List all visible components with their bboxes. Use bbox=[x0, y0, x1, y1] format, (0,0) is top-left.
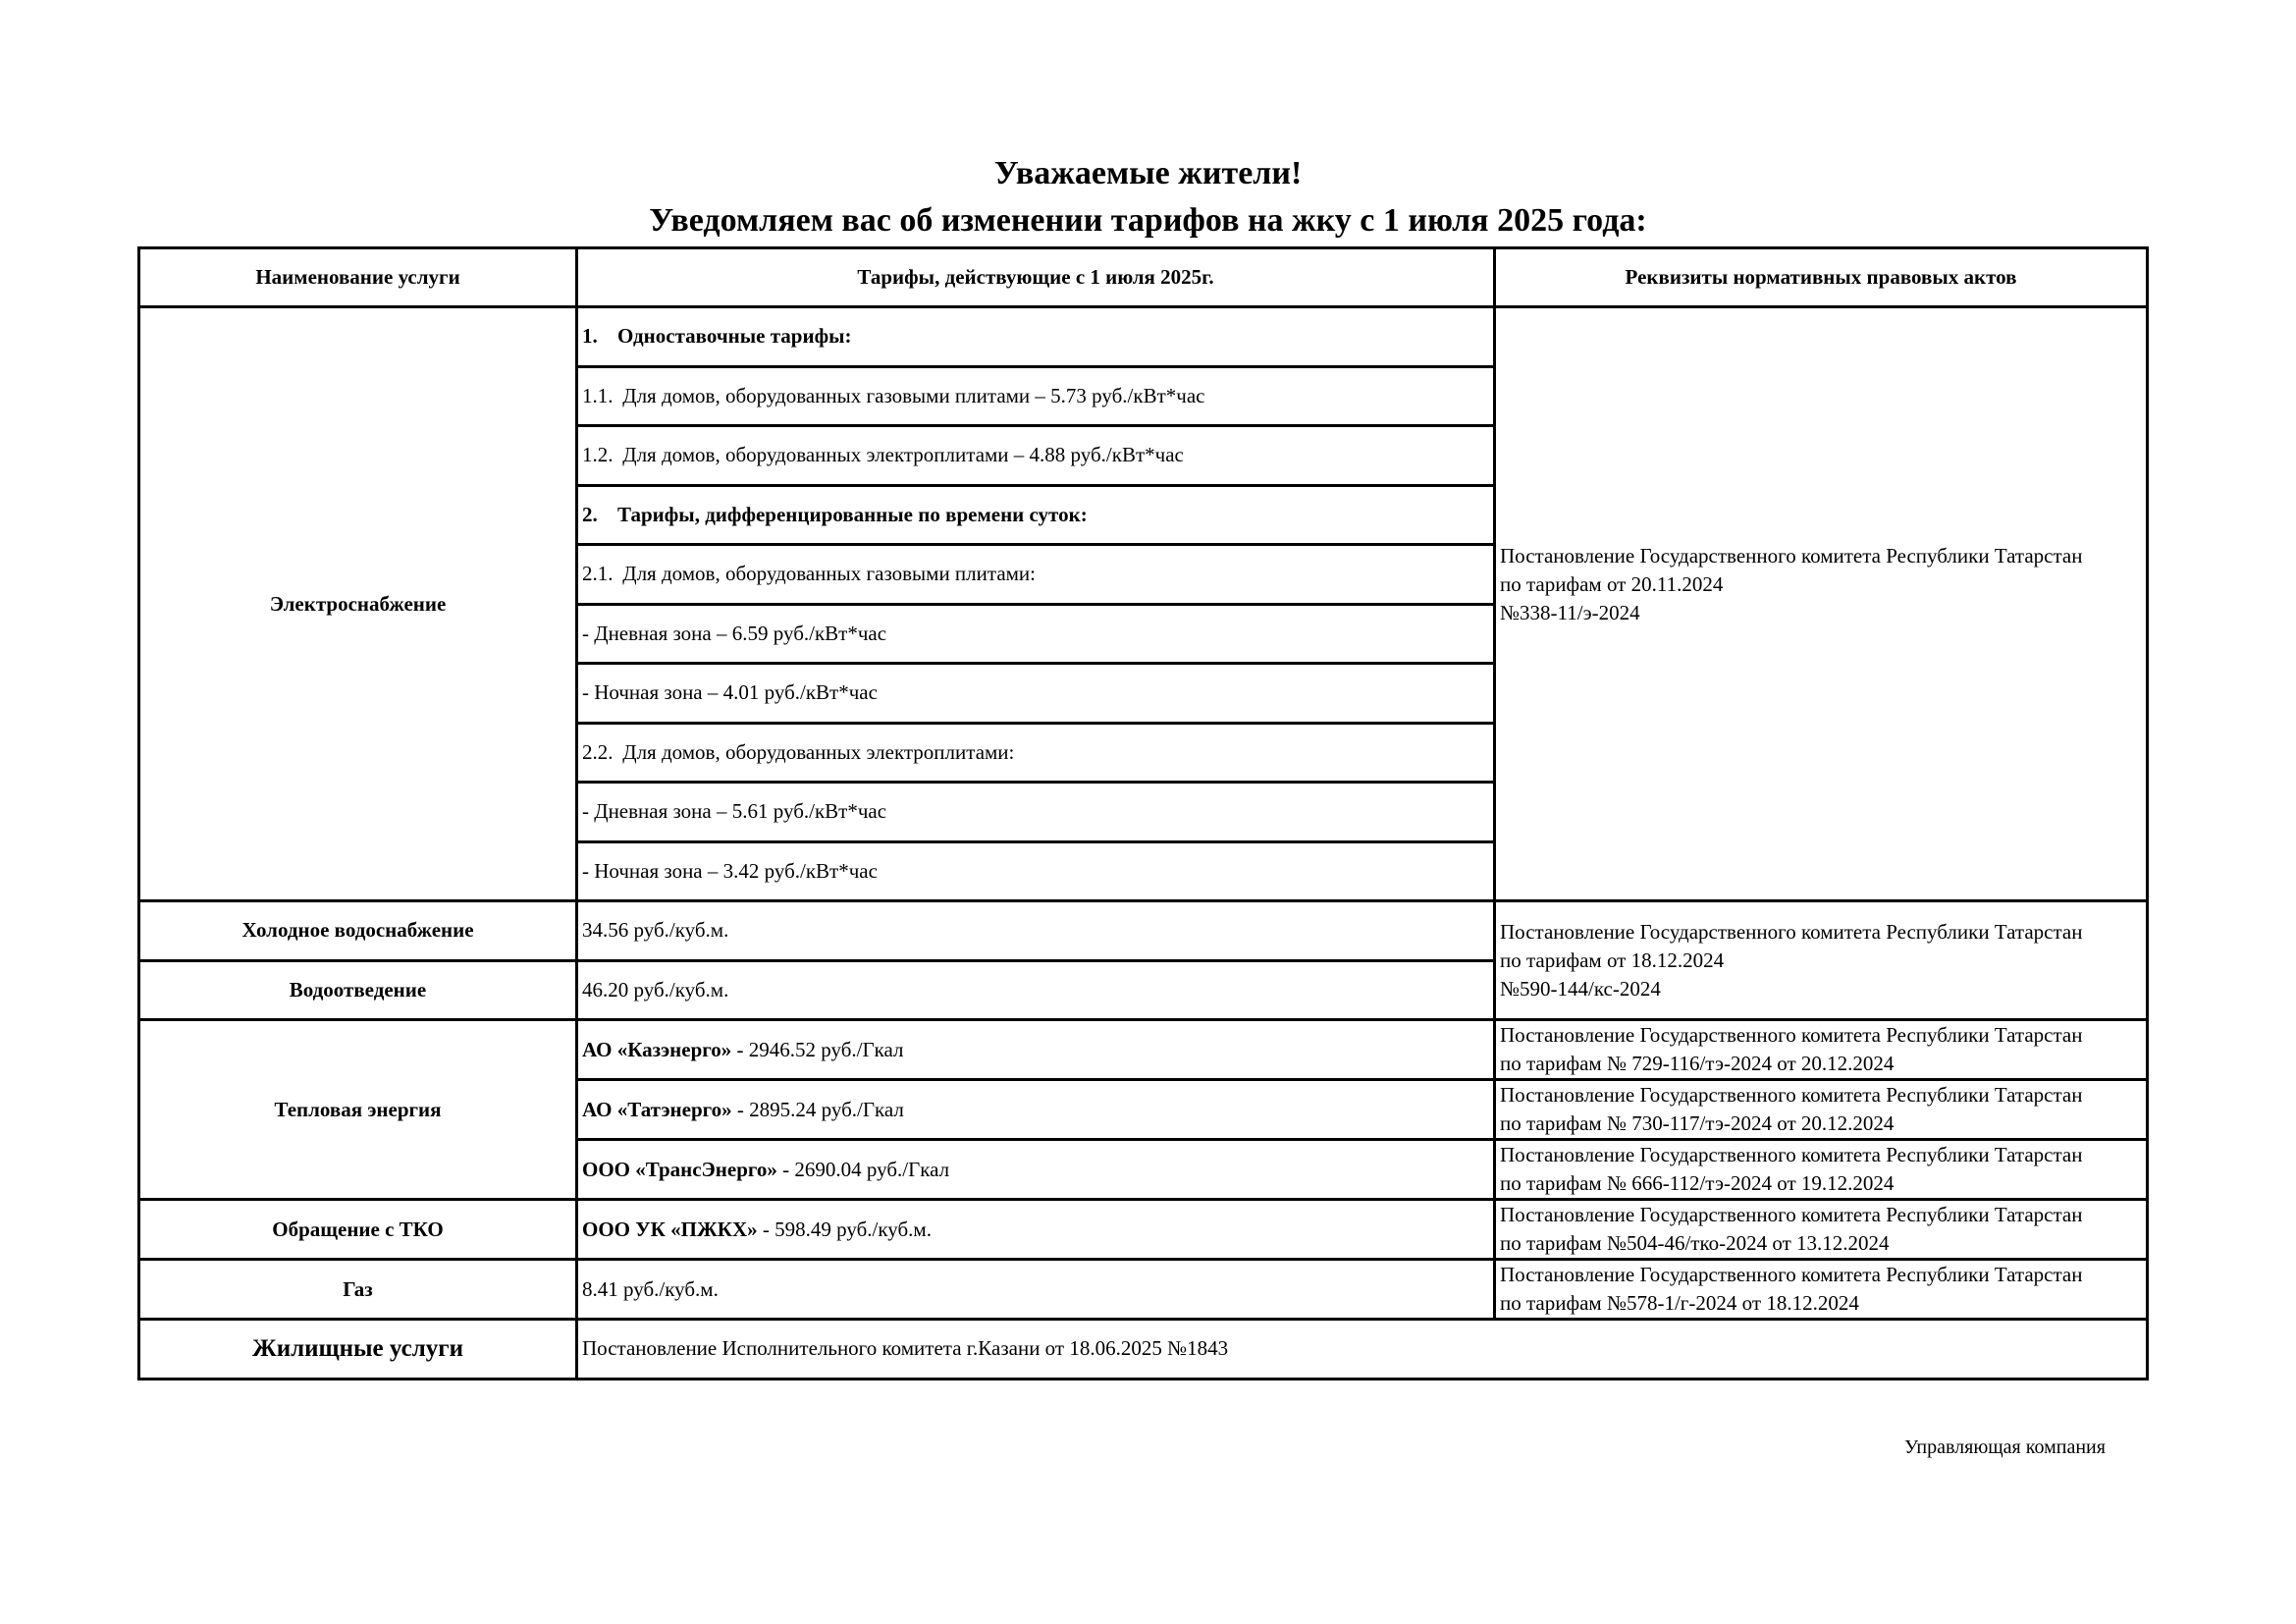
service-housing: Жилищные услуги bbox=[139, 1320, 577, 1380]
table-row bbox=[139, 1200, 2148, 1260]
table-row bbox=[139, 307, 2148, 367]
tariff-cell: 2.2. Для домов, оборудованных электроплитами: bbox=[577, 723, 1495, 783]
service-electricity: Электроснабжение bbox=[139, 307, 577, 901]
table-header-row bbox=[139, 248, 2148, 307]
tariff-cell: 1. Одноставочные тарифы: bbox=[577, 307, 1495, 367]
act-electricity: Постановление Государственного комитета Республики Татарстан по тарифам от 20.11.2024 №338-11/э-2024 bbox=[1495, 307, 2148, 901]
table-row bbox=[139, 1320, 2148, 1380]
tariff-cell: 1.1. Для домов, оборудованных газовыми плитами – 5.73 руб./кВт*час bbox=[577, 366, 1495, 426]
notice-heading: Уведомляем вас об изменении тарифов на жку с 1 июля 2025 года: bbox=[649, 202, 1647, 239]
tariff-cell: АО «Татэнерго» - 2895.24 руб./Гкал bbox=[577, 1080, 1495, 1140]
column-header-acts: Реквизиты нормативных правовых актов bbox=[1495, 248, 2148, 307]
tariff-cell: ООО «ТрансЭнерго» - 2690.04 руб./Гкал bbox=[577, 1140, 1495, 1200]
tariff-cell: - Ночная зона – 4.01 руб./кВт*час bbox=[577, 664, 1495, 724]
tariff-cell: - Ночная зона – 3.42 руб./кВт*час bbox=[577, 841, 1495, 901]
service-drainage: Водоотведение bbox=[139, 960, 577, 1020]
tariff-cell: АО «Казэнерго» - 2946.52 руб./Гкал bbox=[577, 1020, 1495, 1080]
column-header-tariffs: Тарифы, действующие с 1 июля 2025г. bbox=[577, 248, 1495, 307]
tariff-cell: - Дневная зона – 5.61 руб./кВт*час bbox=[577, 783, 1495, 842]
service-gas: Газ bbox=[139, 1260, 577, 1320]
tariff-cell: 34.56 руб./куб.м. bbox=[577, 901, 1495, 961]
tariff-cell: - Дневная зона – 6.59 руб./кВт*час bbox=[577, 604, 1495, 664]
service-cold-water: Холодное водоснабжение bbox=[139, 901, 577, 961]
table-row bbox=[139, 1020, 2148, 1080]
tariff-cell: 2. Тарифы, дифференцированные по времени суток: bbox=[577, 485, 1495, 545]
service-heat: Тепловая энергия bbox=[139, 1020, 577, 1200]
act-waste: Постановление Государственного комитета Республики Татарстан по тарифам №504-46/тко-2024 от 13.12.2024 bbox=[1495, 1200, 2148, 1260]
tariff-cell: 8.41 руб./куб.м. bbox=[577, 1260, 1495, 1320]
tariff-cell: ООО УК «ПЖКХ» - 598.49 руб./куб.м. bbox=[577, 1200, 1495, 1260]
tariffs-table bbox=[137, 246, 2149, 1380]
service-waste: Обращение с ТКО bbox=[139, 1200, 577, 1260]
tariff-cell: 2.1. Для домов, оборудованных газовыми плитами: bbox=[577, 545, 1495, 605]
housing-act-cell: Постановление Исполнительного комитета г.Казани от 18.06.2025 №1843 bbox=[577, 1320, 2148, 1380]
column-header-service: Наименование услуги bbox=[139, 248, 577, 307]
table-row bbox=[139, 1260, 2148, 1320]
tariff-cell: 1.2. Для домов, оборудованных электроплитами – 4.88 руб./кВт*час bbox=[577, 426, 1495, 486]
act-heat: Постановление Государственного комитета Республики Татарстан по тарифам № 729-116/тэ-2024 от 20.12.2024 bbox=[1495, 1020, 2148, 1080]
greeting-heading: Уважаемые жители! bbox=[993, 155, 1303, 191]
tariff-cell: 46.20 руб./куб.м. bbox=[577, 960, 1495, 1020]
act-heat: Постановление Государственного комитета Республики Татарстан по тарифам № 730-117/тэ-2024 от 20.12.2024 bbox=[1495, 1080, 2148, 1140]
act-gas: Постановление Государственного комитета Республики Татарстан по тарифам №578-1/г-2024 от 18.12.2024 bbox=[1495, 1260, 2148, 1320]
act-heat: Постановление Государственного комитета Республики Татарстан по тарифам № 666-112/тэ-2024 от 19.12.2024 bbox=[1495, 1140, 2148, 1200]
signature: Управляющая компания bbox=[1904, 1436, 2106, 1458]
act-water: Постановление Государственного комитета Республики Татарстан по тарифам от 18.12.2024 №590-144/кс-2024 bbox=[1495, 901, 2148, 1020]
table-row bbox=[139, 901, 2148, 961]
